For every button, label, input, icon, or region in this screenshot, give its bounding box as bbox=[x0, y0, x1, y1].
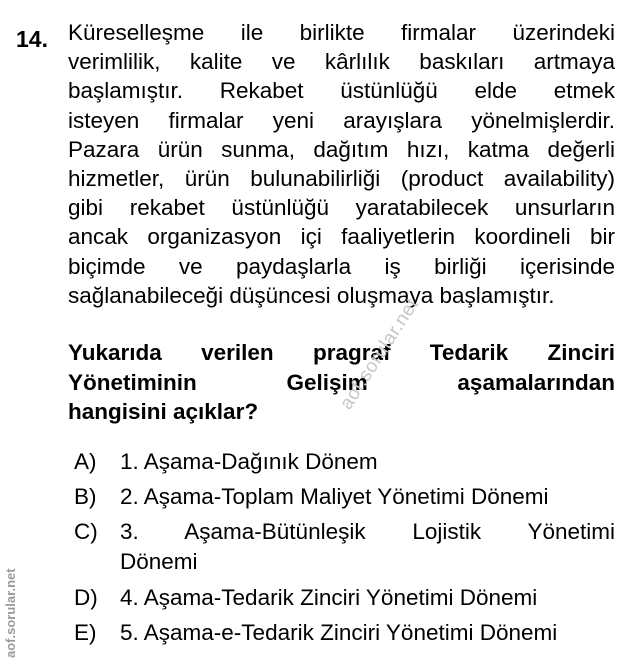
option-line: 2. Aşama-Toplam Maliyet Yönetimi Dönemi bbox=[120, 484, 549, 509]
option-text bbox=[120, 583, 615, 613]
option-line: 5. Aşama-e-Tedarik Zinciri Yönetimi Dönemi bbox=[120, 620, 558, 645]
prompt-line: hangisini açıklar? bbox=[68, 399, 259, 424]
option-line: 1. Aşama-Dağınık Dönem bbox=[120, 449, 378, 474]
stem-line: verimlilik, kalite ve kârlılık baskıları artmaya bbox=[68, 49, 615, 75]
watermark-diagonal: aof.sorular.net bbox=[336, 294, 424, 414]
option-letter: E) bbox=[74, 620, 97, 645]
option-text bbox=[120, 447, 615, 477]
watermark-side: aof.sorular.net bbox=[3, 568, 18, 658]
stem-line: ancak organizasyon içi faaliyetlerin koordineli bir bbox=[68, 224, 615, 250]
option-letter: D) bbox=[74, 585, 98, 610]
prompt-line: Yönetiminin Gelişim aşamalarından bbox=[68, 369, 615, 395]
question-prompt bbox=[68, 338, 615, 427]
option-text bbox=[120, 482, 615, 512]
option-text bbox=[120, 517, 615, 577]
question-stem bbox=[68, 18, 615, 310]
stem-line: sağlanabileceği düşüncesi oluşmaya başlamıştır. bbox=[68, 282, 555, 308]
option-line: 4. Aşama-Tedarik Zinciri Yönetimi Dönemi bbox=[120, 585, 538, 610]
stem-line: başlamıştır. Rekabet üstünlüğü elde etmek bbox=[68, 78, 615, 104]
option-line: 3. Aşama-Bütünleşik Lojistik Yönetimi bbox=[120, 519, 615, 544]
stem-line: isteyen firmalar yeni arayışlara yönelmişlerdir. bbox=[68, 107, 615, 133]
option-text bbox=[120, 618, 615, 648]
option-line: Dönemi bbox=[120, 549, 198, 574]
option-letter: B) bbox=[74, 484, 97, 509]
stem-line: Pazara ürün sunma, dağıtım hızı, katma değerli bbox=[68, 136, 615, 162]
option-letter: A) bbox=[74, 449, 97, 474]
question-number: 14. bbox=[16, 26, 48, 52]
stem-line: gibi rekabet üstünlüğü yaratabilecek unsurların bbox=[68, 195, 615, 221]
option-letter: C) bbox=[74, 519, 98, 544]
prompt-line: Yukarıda verilen pragraf Tedarik Zinciri bbox=[68, 340, 615, 365]
stem-line: hizmetler, ürün bulunabilirliği (product availability) bbox=[68, 166, 615, 192]
stem-line: biçimde ve paydaşlarla iş birliği içerisinde bbox=[68, 253, 615, 279]
stem-line: Küreselleşme ile birlikte firmalar üzerindeki bbox=[68, 20, 615, 45]
